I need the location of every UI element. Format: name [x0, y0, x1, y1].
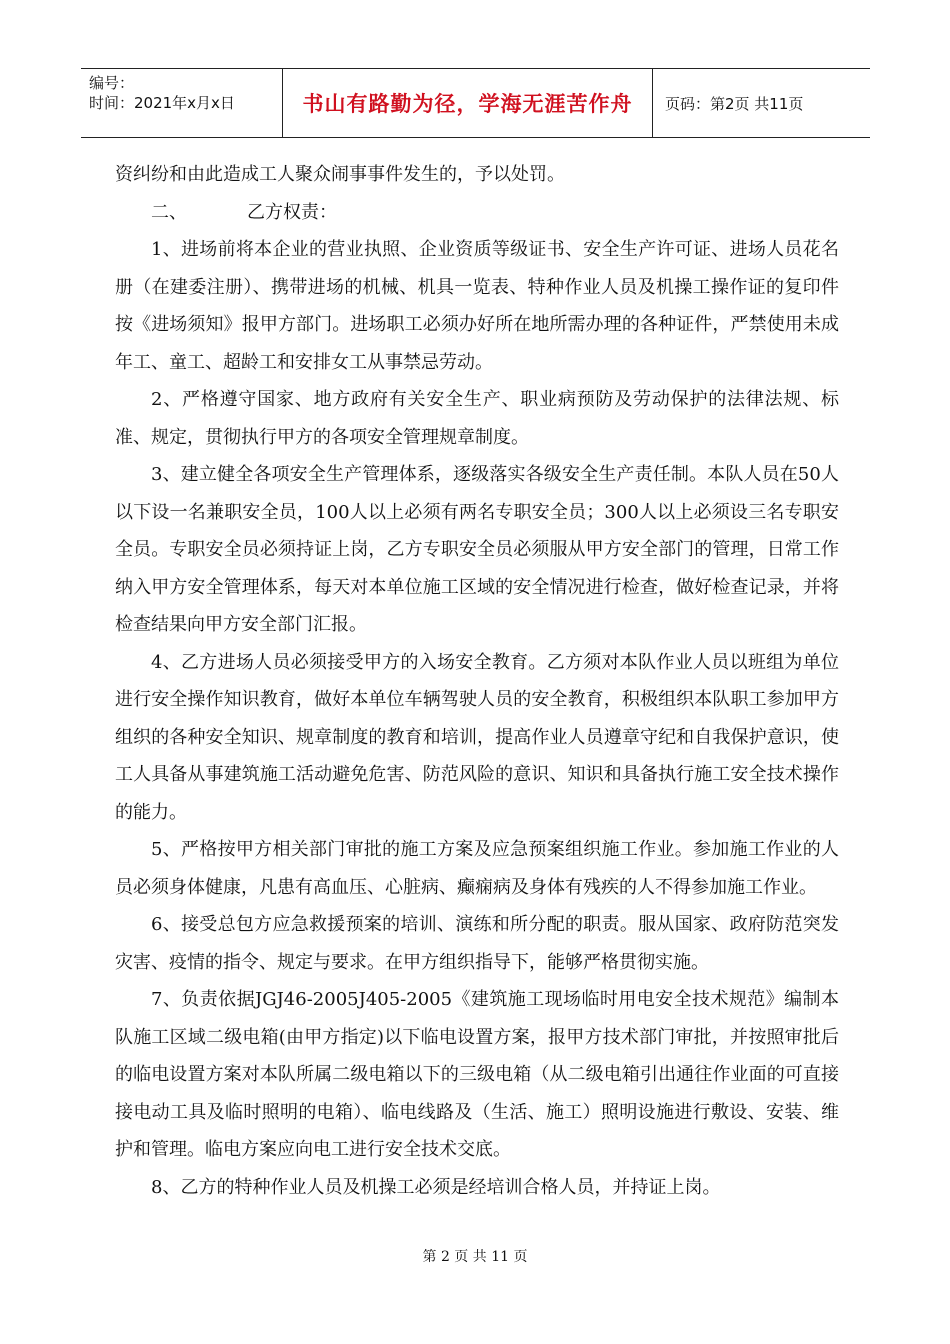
header-motto: 书山有路勤为径，学海无涯苦作舟 — [283, 69, 653, 137]
page-footer: 第 2 页 共 11 页 — [422, 1249, 528, 1265]
clause-paragraph: 1、进场前将本企业的营业执照、企业资质等级证书、安全生产许可证、进场人员花名册（在建委注册）、携带进场的机械、机具一览表、特种作业人员及机操工操作证的复印件按《进场须知》报甲方部门。进场职工必须办好所在地所需办理的各种证件，严禁使用未成年工、童工、超龄工和安排女工从事禁忌劳动。 — [115, 239, 839, 373]
clause-paragraph: 8、乙方的特种作业人员及机操工必须是经培训合格人员，并持证上岗。 — [151, 1176, 721, 1198]
document-body — [115, 156, 839, 1206]
page-header — [81, 68, 870, 138]
clause-paragraph: 5、严格按甲方相关部门审批的施工方案及应急预案组织施工作业。参加施工作业的人员必须身体健康，凡患有高血压、心脏病、癫痫病及身体有残疾的人不得参加施工作业。 — [115, 839, 839, 898]
header-meta — [81, 69, 283, 137]
clause-paragraph: 3、建立健全各项安全生产管理体系，逐级落实各级安全生产责任制。本队人员在50人以下设一名兼职安全员，100人以上必须有两名专职安全员；300人以上必须设三名专职安全员。专职安全员必须持证上岗，乙方专职安全员必须服从甲方安全部门的管理，日常工作纳入甲方安全管理体系，每天对本单位施工区域的安全情况进行检查，做好检查记录，并将检查结果向甲方安全部门汇报。 — [115, 464, 839, 635]
document-number-label: 编号： — [89, 74, 135, 92]
clause-paragraph: 6、接受总包方应急救援预案的培训、演练和所分配的职责。服从国家、政府防范突发灾害、疫情的指令、规定与要求。在甲方组织指导下，能够严格贯彻实施。 — [115, 914, 839, 973]
section-number: 二、 — [151, 201, 187, 223]
clause-paragraph: 4、乙方进场人员必须接受甲方的入场安全教育。乙方须对本队作业人员以班组为单位进行安全操作知识教育，做好本单位车辆驾驶人员的安全教育，积极组织本队职工参加甲方组织的各种安全知识、规章制度的教育和培训，提高作业人员遵章守纪和自我保护意识，使工人具备从事建筑施工活动避免危害、防范风险的意识、知识和具备执行施工安全技术操作的能力。 — [115, 651, 839, 823]
continuation-paragraph: 资纠纷和由此造成工人聚众闹事事件发生的，予以处罚。 — [115, 164, 565, 185]
section-title: 乙方权责： — [247, 201, 337, 223]
header-page-number: 页码：第2页 共11页 — [665, 94, 804, 113]
section-heading — [115, 194, 839, 232]
document-date: 时间：2021年x月x日 — [89, 94, 235, 112]
clause-paragraph: 7、负责依据JGJ46-2005J405-2005《建筑施工现场临时用电安全技术规范》编制本队施工区域二级电箱(由甲方指定)以下临电设置方案，报甲方技术部门审批，并按照审批后的临电设置方案对本队所属二级电箱以下的三级电箱（从二级电箱引出通往作业面的可直接接电动工具及临时照明的电箱）、临电线路及（生活、施工）照明设施进行敷设、安装、维护和管理。临电方案应向电工进行安全技术交底。 — [115, 989, 839, 1160]
clause-paragraph: 2、严格遵守国家、地方政府有关安全生产、职业病预防及劳动保护的法律法规、标准、规定，贯彻执行甲方的各项安全管理规章制度。 — [115, 389, 839, 448]
